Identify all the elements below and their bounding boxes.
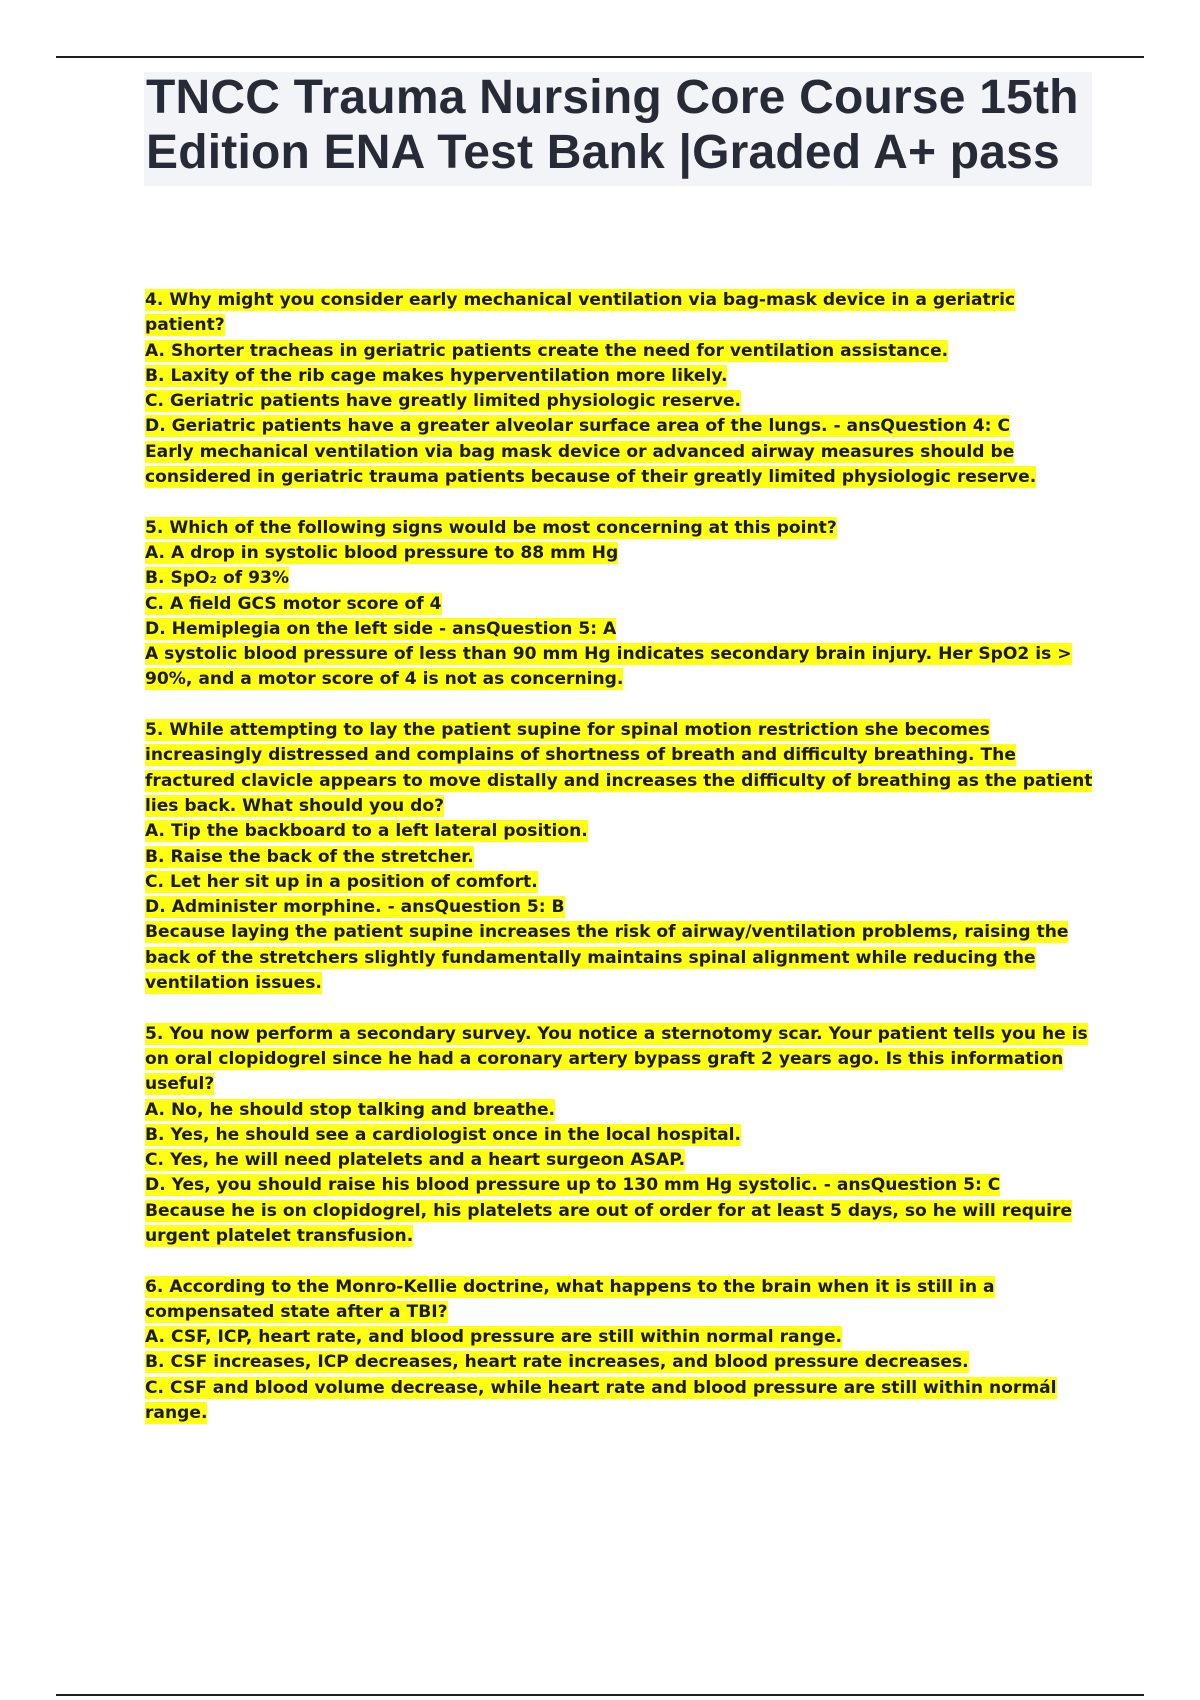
question-4-option-a: A. Shorter tracheas in geriatric patients create the need for ventilation assistance. [145,340,949,361]
question-5b-stem: 5. While attempting to lay the patient supine for spinal motion restriction she becomes increasingly distressed and complains of shortness of breath and difficulty breathing. The fractured clavicle appears to move distally and increases the difficulty of breathing as the patient lies back. What should you do? [145,720,1093,816]
question-5c-option-a: A. No, he should stop talking and breathe. [145,1099,556,1120]
question-5c-rationale: Because he is on clopidogrel, his platelets are out of order for at least 5 days, so he will require urgent platelet transfusion. [145,1200,1073,1246]
question-5b-option-c: C. Let her sit up in a position of comfort. [145,871,538,892]
question-5a-option-b: B. SpO₂ of 93% [145,568,290,589]
question-5a-rationale: A systolic blood pressure of less than 90 mm Hg indicates secondary brain injury. Her SpO2 is > 90%, and a motor score of 4 is not as concerning. [145,644,1072,690]
bottom-rule [56,1694,1144,1696]
question-5a [145,516,1100,693]
question-list [145,288,1100,1452]
question-5c-option-c: C. Yes, he will need platelets and a heart surgeon ASAP. [145,1150,686,1171]
question-5b-option-b: B. Raise the back of the stretcher. [145,846,474,867]
question-6-option-a: A. CSF, ICP, heart rate, and blood pressure are still within normal range. [145,1327,843,1348]
question-5a-option-a: A. A drop in systolic blood pressure to 88 mm Hg [145,542,619,563]
question-4-stem: 4. Why might you consider early mechanical ventilation via bag-mask device in a geriatric patient? [145,290,1016,336]
question-6 [145,1275,1100,1427]
question-5c-option-b: B. Yes, he should see a cardiologist once in the local hospital. [145,1124,742,1145]
question-5a-stem: 5. Which of the following signs would be most concerning at this point? [145,517,837,538]
question-5c-option-d: D. Yes, you should raise his blood pressure up to 130 mm Hg systolic. - ansQuestion 5: C [145,1175,1001,1196]
question-5b-option-d: D. Administer morphine. - ansQuestion 5: B [145,897,565,918]
question-4-option-c: C. Geriatric patients have greatly limited physiologic reserve. [145,391,742,412]
question-5c-stem: 5. You now perform a secondary survey. You notice a sternotomy scar. Your patient tells you he is on oral clopidogrel since he had a coronary artery bypass graft 2 years ago. Is this information useful? [145,1023,1088,1095]
question-6-option-b: B. CSF increases, ICP decreases, heart rate increases, and blood pressure decreases. [145,1352,969,1373]
question-6-option-c: C. CSF and blood volume decrease, while heart rate and blood pressure are still within normál range. [145,1377,1057,1424]
document-title: TNCC Trauma Nursing Core Course 15th Edition ENA Test Bank |Graded A+ pass [146,71,1079,179]
question-4-rationale: Early mechanical ventilation via bag mask device or advanced airway measures should be considered in geriatric trauma patients because of their greatly limited physiologic reserve. [145,441,1037,488]
question-5a-option-d: D. Hemiplegia on the left side - ansQuestion 5: A [145,618,617,639]
question-5a-option-c: C. A field GCS motor score of 4 [145,593,442,614]
top-rule [56,56,1144,58]
question-4 [145,288,1100,490]
question-5b-rationale: Because laying the patient supine increases the risk of airway/ventilation problems, raising the back of the stretchers slightly fundamentally maintains spinal alignment while reducing the ventilation issues. [145,922,1069,994]
question-6-stem: 6. According to the Monro-Kellie doctrine, what happens to the brain when it is still in a compensated state after a TBI? [145,1276,995,1322]
question-5b [145,718,1100,996]
question-4-option-b: B. Laxity of the rib cage makes hyperventilation more likely. [145,365,728,386]
question-4-option-d: D. Geriatric patients have a greater alveolar surface area of the lungs. - ansQuestion 4: C [145,416,1011,437]
question-5c [145,1022,1100,1250]
question-5b-option-a: A. Tip the backboard to a left lateral position. [145,821,588,842]
